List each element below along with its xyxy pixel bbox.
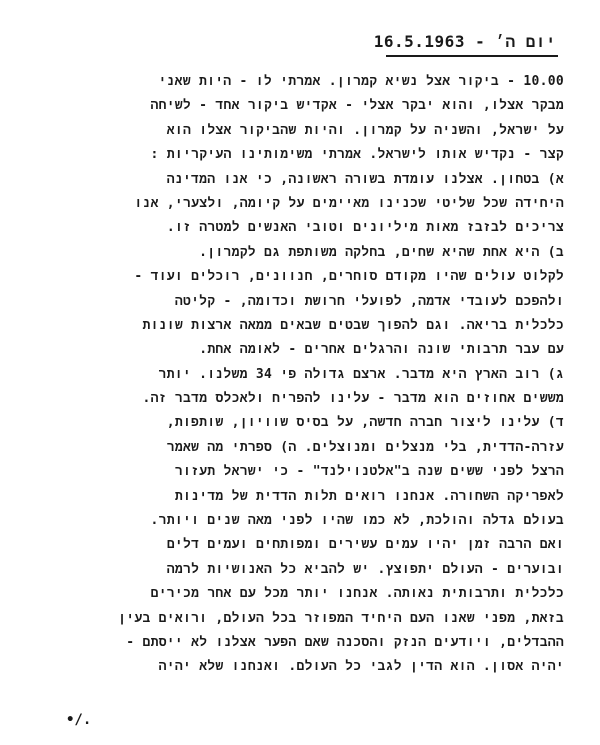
text-line: ולהפכם לעובדי אדמה, לפועלי חרושת וכדומה, - קליטה — [174, 293, 564, 309]
text-line: א) בטחון. אצלנו עומדת בשורה ראשונה, כי אנו המדינה — [166, 171, 564, 187]
text-line: ואם הרבה זמן יהיו עמים עשירים ומפותחים ועמים דלים — [166, 537, 564, 553]
text-line: כלכלית ותרבותית נאותה. אנחנו יותר מכל עם אחר מכירים — [150, 586, 564, 602]
text-line: ד) עלינו ליצור חברה חדשה, על בסיס שוויון, שותפות, — [166, 415, 564, 431]
text-line: מששים אחוזים הוא מדבר - עלינו להפריח ולאכלס מדבר זה. — [142, 391, 564, 407]
text-line: 10.00 - ביקור אצל נשיא קמרון. אמרתי לו - היות שאני — [158, 74, 564, 89]
text-line: היחידה שכל שליטי שכנינו מאיימים על קיומה, ולצערי, אנו — [134, 195, 564, 211]
text-line: בעולם גדלה והולכת, לא כמו שהיו לפני מאה שנים ויותר. — [150, 513, 564, 529]
date-underline — [386, 55, 558, 57]
text-line: ב) היא אחת שהיא שחים, בחלקה משותפת גם לקמרון. — [199, 244, 564, 260]
text-line: ההבדלים, ויודעים הנזק והסכנה שאם הפער אצלנו לא ייסתם - — [126, 634, 564, 650]
text-line: עם עבר תרבותי שונה והרגלים אחרים - לאומה אחת. — [199, 342, 564, 358]
text-line: קצר - נקדיש אותו לישראל. אמרתי משימותינו העיקריות : — [150, 147, 564, 163]
text-line: מבקר אצלו, והוא יבקר אצלי - אקדיש ביקור אחד - לשיחה — [150, 98, 564, 114]
text-line: יהיה אסון. הוא הדין לגבי כל העולם. ואנחנו שלא יהיה — [158, 659, 564, 675]
date-header: יום ה׳ - 16.5.1963 — [373, 32, 556, 51]
text-line: עזרה-הדדית, בלי מנצלים ומנוצלים. ה) ספרתי מה שאמר — [166, 439, 564, 455]
text-line: לקלוט עולים שהיו מקודם סוחרים, חנוונים, רוכלים ועוד - — [134, 269, 564, 285]
text-line: בזאת, מפני שאנו העם היחיד המפוזר בכל העולם, ורואים בעין — [118, 610, 564, 626]
text-line: ובוערים - העולם יתפוצץ. יש להביא כל האנושיות לרמה — [166, 561, 564, 577]
text-line: צריכים לבזבז מאות מיליונים וטובי האנשים למטרה זו. — [166, 220, 564, 236]
text-line: הרצל לפני ששים שנה ב"אלטנוילנד" - כי ישראל תעזור — [174, 464, 564, 480]
text-line: ג) רוב הארץ היא מדבר. ארצם גדולה פי 34 משלנו. יותר — [158, 366, 564, 382]
text-line: לאפריקה השחורה. אנחנו רואים תלות הדדית של מדינות — [174, 488, 564, 504]
text-line: על ישראל, והשניה על קמרון. והיות שהביקור אצלו הוא — [166, 122, 564, 138]
text-line: כלכלית בריאה. וגם להפוך שבטים שבאים ממאה ארצות שונות — [142, 317, 564, 333]
continuation-mark: •/. — [66, 712, 92, 728]
body-text — [14, 70, 564, 680]
